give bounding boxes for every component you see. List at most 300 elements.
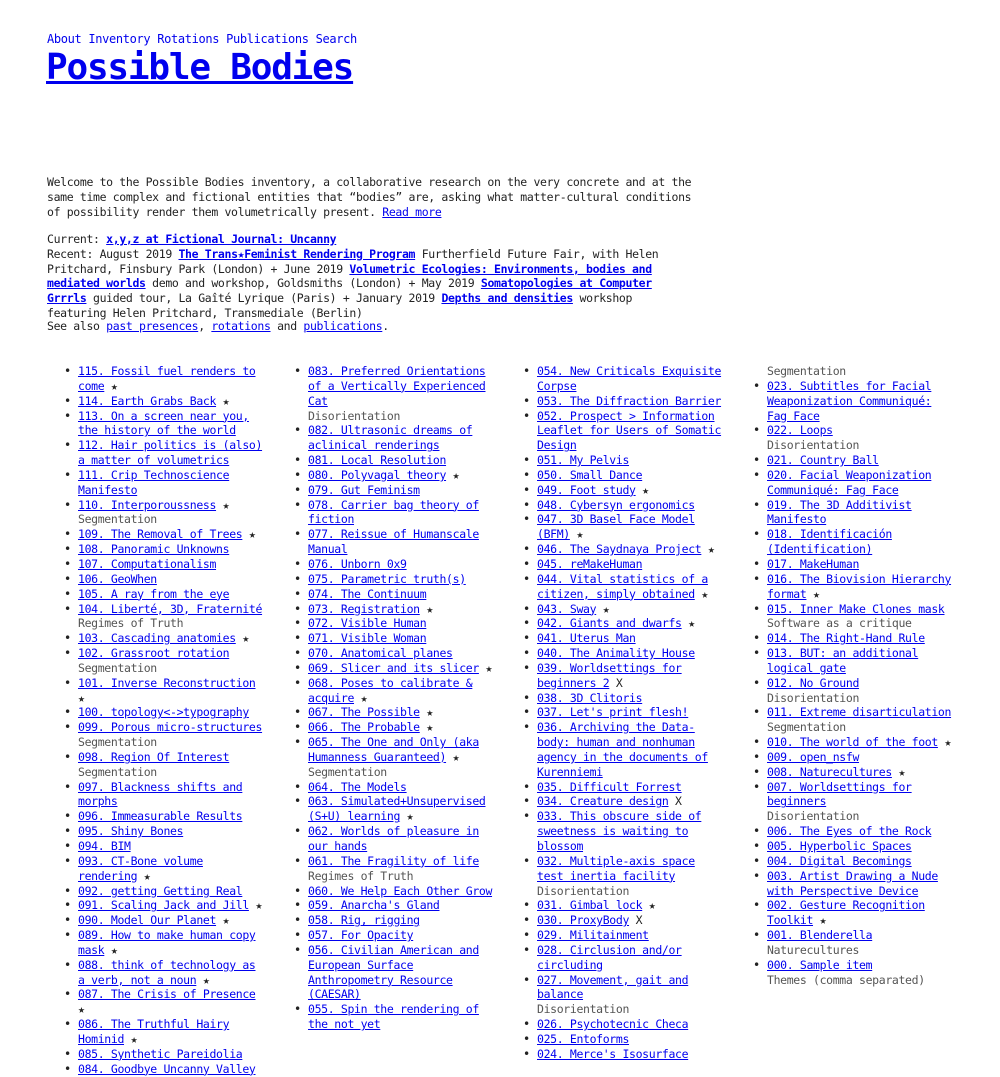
inventory-item-link[interactable]: 020. Facial Weaponization Communiqué: Fag Face (767, 467, 932, 497)
inventory-item-link[interactable]: 107. Computationalism (78, 556, 217, 571)
inventory-item-link[interactable]: 014. The Right-Hand Rule (767, 631, 925, 646)
inventory-item-link[interactable]: 032. Multiple-axis space test inertia facility (537, 853, 695, 883)
inventory-item (753, 928, 957, 958)
inventory-item-link[interactable]: 076. Unborn 0x9 (308, 556, 407, 571)
inventory-item-link[interactable]: 063. Simulated+Unsupervised (S+U) learning (308, 794, 486, 824)
recent-link-4[interactable]: Depths and densities (441, 291, 573, 306)
inventory-item-link[interactable]: 060. We Help Each Other Grow (308, 883, 493, 898)
item-tag: Software as a critique (767, 616, 912, 631)
recent-link-3[interactable]: Somatopologies at Computer Grrrls (47, 276, 652, 306)
inventory-item (753, 571, 957, 602)
inventory-item-link[interactable]: 000. Sample item (767, 957, 873, 972)
see-also-sep-1: , (198, 319, 212, 333)
inventory-item (294, 705, 498, 720)
bullet-icon: • (523, 853, 530, 868)
inventory-item-link[interactable]: 088. think of technology as a verb, not a noun (78, 957, 256, 987)
bullet-icon: • (64, 571, 71, 586)
bullet-icon: • (64, 542, 71, 557)
inventory-item-link[interactable]: 114. Earth Grabs Back (78, 393, 217, 408)
intro-text: Welcome to the Possible Bodies inventory, a collaborative research on the very concrete and at the same time complex and fictional entities that “bodies” are, asking what matter-cultural conditions of possibility render them volumetrically present. (47, 175, 692, 219)
inventory-item (753, 839, 957, 854)
bullet-icon: • (753, 467, 760, 482)
inventory-item-link[interactable]: 050. Small Dance (537, 467, 643, 482)
item-marker: ★ (248, 898, 263, 913)
inventory-item-link[interactable]: 037. Let's print flesh! (537, 705, 689, 720)
inventory-item-link[interactable]: 102. Grassroot rotation (78, 646, 230, 661)
inventory-item (753, 853, 957, 869)
inventory-item-link[interactable]: 089. How to make human copy mask (78, 928, 256, 957)
bullet-icon: • (523, 1031, 530, 1046)
bullet-icon: • (64, 987, 71, 1002)
inventory-item (64, 705, 268, 720)
rotations-link[interactable]: rotations (211, 319, 271, 333)
inventory-item (294, 898, 498, 913)
inventory-item-link[interactable]: 106. GeoWhen (78, 571, 157, 586)
inventory-item-link[interactable]: 109. The Removal of Trees (78, 527, 243, 542)
inventory-item-link[interactable]: 002. Gesture Recognition Toolkit (767, 898, 925, 928)
inventory-item-link[interactable]: 061. The Fragility of life (308, 853, 479, 868)
bullet-icon: • (64, 720, 71, 735)
site-title-link[interactable]: Possible Bodies (46, 47, 354, 88)
bullet-icon: • (523, 497, 530, 512)
bullet-icon: • (523, 512, 530, 527)
nav-inventory[interactable]: Inventory (88, 32, 151, 46)
inventory-item (523, 512, 727, 542)
inventory-item (523, 779, 727, 795)
inventory-item-link[interactable]: 085. Synthetic Pareidolia (78, 1046, 243, 1061)
current-recent-block (47, 232, 697, 321)
inventory-item (64, 883, 268, 899)
bullet-icon: • (753, 853, 760, 868)
bullet-icon: • (294, 853, 301, 868)
inventory-item (294, 586, 498, 602)
inventory-item-link[interactable]: 055. Spin the rendering of the not yet (308, 1002, 479, 1032)
inventory-item-link[interactable]: 064. The Models (308, 779, 407, 794)
inventory-item (64, 542, 268, 557)
inventory-item-link[interactable]: 021. Country Ball (767, 453, 879, 468)
inventory-item (753, 556, 957, 572)
inventory-item-link[interactable]: 090. Model Our Planet (78, 913, 217, 928)
inventory-item-link[interactable]: 072. Visible Human (308, 616, 427, 631)
inventory-item-link[interactable]: 095. Shiny Bones (78, 824, 184, 839)
inventory-item-link[interactable]: 041. Uterus Man (537, 631, 636, 646)
item-marker: X (609, 675, 623, 690)
bullet-icon: • (294, 824, 301, 839)
inventory-item-link[interactable]: 068. Poses to calibrate & acquire (308, 675, 473, 705)
see-also-line (47, 319, 389, 334)
inventory-item-link[interactable]: 045. reMakeHuman (537, 556, 643, 571)
inventory-item (753, 779, 957, 825)
column-head-tag (767, 364, 957, 379)
inventory-item (64, 720, 268, 750)
bullet-icon: • (294, 616, 301, 631)
inventory-item (523, 1031, 727, 1047)
inventory-item-link[interactable]: 047. 3D Basel Face Model (BFM) (537, 512, 695, 542)
inventory-item-link[interactable]: 013. BUT: an additional logical gate (767, 646, 919, 675)
bullet-icon: • (294, 794, 301, 809)
bullet-icon: • (523, 364, 530, 378)
nav-search[interactable]: Search (315, 32, 357, 46)
inventory-item-link[interactable]: 067. The Possible (308, 705, 420, 720)
item-marker: ★ (354, 690, 368, 705)
inventory-item (523, 853, 727, 899)
inventory-item-link[interactable]: 004. Digital Becomings (767, 853, 912, 868)
inventory-item (294, 631, 498, 646)
bullet-icon: • (64, 556, 71, 571)
inventory-item-link[interactable]: 113. On a screen near you, the history of the world (78, 408, 249, 438)
inventory-item-link[interactable]: 081. Local Resolution (308, 453, 447, 468)
inventory-item-link[interactable]: 111. Crip Technoscience Manifesto (78, 467, 230, 497)
read-more-link[interactable]: Read more (382, 205, 442, 219)
inventory-item-link[interactable]: 066. The Probable (308, 720, 420, 735)
bullet-icon: • (753, 749, 760, 764)
inventory-item (523, 542, 727, 557)
inventory-item-link[interactable]: 048. Cybersyn ergonomics (537, 497, 695, 512)
inventory-item (523, 482, 727, 498)
inventory-item-link[interactable]: 098. Region Of Interest (78, 749, 230, 764)
inventory-item (64, 898, 268, 913)
bullet-icon: • (64, 1046, 71, 1061)
inventory-item-link[interactable]: 079. Gut Feminism (308, 482, 420, 497)
inventory-item-link[interactable]: 011. Extreme disarticulation (767, 705, 952, 720)
inventory-item (64, 556, 268, 572)
recent-link-1[interactable]: The Trans★Feminist Rendering Program (178, 246, 416, 261)
inventory-item-link[interactable]: 034. Creature design (537, 794, 669, 809)
inventory-item (294, 720, 498, 735)
inventory-item-link[interactable]: 092. getting Getting Real (78, 883, 243, 898)
bullet-icon: • (523, 809, 530, 824)
inventory-item-link[interactable]: 025. Entoforms (537, 1031, 630, 1046)
inventory-item-link[interactable]: 046. The Saydnaya Project (537, 542, 702, 557)
bullet-icon: • (64, 824, 71, 839)
inventory-item-link[interactable]: 087. The Crisis of Presence (78, 987, 256, 1002)
bullet-icon: • (523, 467, 530, 482)
bullet-icon: • (294, 364, 301, 378)
inventory-item-link[interactable]: 007. Worldsettings for beginners (767, 779, 912, 809)
inventory-item (753, 631, 957, 646)
inventory-item (523, 364, 727, 394)
nav-about[interactable]: About (47, 32, 82, 46)
inventory-item (64, 809, 268, 824)
item-tag: Themes (comma separated) (767, 972, 925, 987)
item-marker: ★ (694, 586, 708, 601)
inventory-item-link[interactable]: 006. The Eyes of the Rock (767, 824, 932, 839)
inventory-item-link[interactable]: 083. Preferred Orientations of a Vertically Experienced Cat (308, 364, 486, 408)
inventory-item-link[interactable]: 057. For Opacity (308, 928, 414, 943)
inventory-item (294, 601, 498, 617)
inventory-item-link[interactable]: 042. Giants and dwarfs (537, 616, 682, 631)
inventory-item-link[interactable]: 078. Carrier bag theory of fiction (308, 497, 479, 527)
bullet-icon: • (753, 779, 760, 794)
item-marker: ★ (446, 749, 460, 764)
bullet-icon: • (64, 705, 71, 720)
inventory-item-link[interactable]: 049. Foot study (537, 482, 636, 497)
inventory-item-link[interactable]: 028. Circlusion and/or circluding (537, 942, 682, 972)
inventory-item-link[interactable]: 051. My Pelvis (537, 453, 630, 468)
bullet-icon: • (753, 675, 760, 690)
item-marker: ★ (400, 809, 414, 824)
inventory-item (523, 453, 727, 468)
inventory-item-link[interactable]: 024. Merce's Isosurface (537, 1046, 689, 1061)
item-marker: ★ (642, 898, 656, 913)
inventory-item-link[interactable]: 112. Hair politics is (also) a matter of volumetrics (78, 438, 263, 468)
top-nav (47, 32, 364, 46)
inventory-item (753, 601, 957, 632)
item-marker: ★ (419, 601, 433, 616)
bullet-icon: • (753, 839, 760, 853)
publications-link[interactable]: publications (303, 319, 383, 333)
inventory-item-link[interactable]: 019. The 3D Additivist Manifesto (767, 497, 912, 527)
inventory-item-link[interactable]: 040. The Animality House (537, 646, 695, 661)
inventory-item-link[interactable]: 103. Cascading anatomies (78, 631, 236, 646)
bullet-icon: • (753, 556, 760, 571)
item-marker: ★ (137, 868, 151, 883)
nav-publications[interactable]: Publications (226, 32, 309, 46)
bullet-icon: • (523, 542, 530, 557)
site-title (46, 47, 353, 89)
inventory-item-link[interactable]: 077. Reissue of Humanscale Manual (308, 527, 479, 557)
bullet-icon: • (523, 408, 530, 423)
inventory-item (294, 527, 498, 557)
inventory-item-link[interactable]: 075. Parametric truth(s) (308, 571, 466, 586)
inventory-item-link[interactable]: 022. Loops (767, 423, 833, 438)
inventory-item-link[interactable]: 071. Visible Woman (308, 631, 427, 646)
inventory-item-link[interactable]: 056. Civilian American and European Surface Anthropometry Resource (CAESAR) (308, 942, 479, 1002)
item-marker: ★ (681, 616, 695, 631)
item-tag: Regimes of Truth (308, 868, 414, 883)
item-marker: ★ (78, 1002, 85, 1017)
inventory-item-link[interactable]: 104. Liberté, 3D, Fraternité (78, 601, 263, 616)
bullet-icon: • (64, 438, 71, 453)
inventory-item (294, 913, 498, 928)
inventory-item (294, 942, 498, 1002)
inventory-item (523, 467, 727, 483)
inventory-item-link[interactable]: 026. Psychotecnic Checa (537, 1017, 689, 1032)
bullet-icon: • (294, 942, 301, 957)
inventory-item (294, 364, 498, 423)
bullet-icon: • (523, 556, 530, 571)
inventory-item (523, 601, 727, 617)
bullet-icon: • (64, 839, 71, 853)
inventory-item (64, 853, 268, 884)
inventory-item (64, 571, 268, 587)
inventory-item-link[interactable]: 094. BIM (78, 839, 131, 853)
inventory-item (523, 942, 727, 973)
inventory-item-link[interactable]: 115. Fossil fuel renders to come (78, 364, 256, 393)
inventory-item (753, 423, 957, 453)
item-tag: Disorientation (308, 408, 401, 423)
inventory-item (294, 824, 498, 854)
bullet-icon: • (753, 497, 760, 512)
inventory-item (64, 957, 268, 988)
inventory-item-link[interactable]: 070. Anatomical planes (308, 646, 453, 661)
bullet-icon: • (523, 646, 530, 661)
inventory-item (64, 527, 268, 542)
bullet-icon: • (64, 467, 71, 482)
inventory-item (753, 764, 957, 780)
item-tag: Segmentation (78, 660, 157, 675)
inventory-item-link[interactable]: 082. Ultrasonic dreams of aclinical renderings (308, 423, 473, 453)
inventory-item-link[interactable]: 038. 3D Clitoris (537, 690, 643, 705)
bullet-icon: • (523, 453, 530, 468)
inventory-item (523, 408, 727, 454)
inventory-item (64, 928, 268, 958)
inventory-item-link[interactable]: 084. Goodbye Uncanny Valley (78, 1061, 256, 1076)
inventory-item (523, 1046, 727, 1062)
bullet-icon: • (294, 883, 301, 898)
inventory-item (523, 794, 727, 809)
bullet-icon: • (64, 883, 71, 898)
inventory-item-link[interactable]: 008. Naturecultures (767, 764, 892, 779)
inventory-item (294, 660, 498, 676)
inventory-item (753, 467, 957, 498)
inventory-item (523, 571, 727, 602)
bullet-icon: • (294, 675, 301, 690)
bullet-icon: • (64, 497, 71, 512)
bullet-icon: • (64, 601, 71, 616)
item-tag: Segmentation (78, 764, 157, 779)
item-marker: ★ (937, 735, 952, 750)
inventory-item-link[interactable]: 017. MakeHuman (767, 556, 860, 571)
bullet-icon: • (523, 898, 530, 913)
inventory-item-link[interactable]: 099. Porous micro-structures (78, 720, 263, 735)
inventory-item-link[interactable]: 054. New Criticals Exquisite Corpse (537, 364, 722, 393)
item-marker: ★ (216, 913, 230, 928)
see-also-end: . (382, 319, 389, 333)
inventory-item (523, 928, 727, 943)
inventory-item-link[interactable]: 036. Archiving the Data-body: human and nonhuman agency in the documents of Kurenniemi (537, 720, 708, 779)
inventory-item (523, 705, 727, 720)
inventory-item-link[interactable]: 096. Immeasurable Results (78, 809, 243, 824)
bullet-icon: • (753, 764, 760, 779)
inventory-item-link[interactable]: 058. Rig, rigging (308, 913, 420, 928)
inventory-item-link[interactable]: 110. Interporoussness (78, 497, 217, 512)
inventory-item-link[interactable]: 108. Panoramic Unknowns (78, 542, 230, 557)
inventory-item-link[interactable]: 044. Vital statistics of a citizen, simply obtained (537, 571, 708, 601)
inventory-item-link[interactable]: 009. open_nsfw (767, 749, 860, 764)
item-marker: ★ (701, 542, 715, 557)
inventory-item (294, 467, 498, 483)
inventory-item (523, 1017, 727, 1032)
inventory-item-link[interactable]: 035. Difficult Forrest (537, 779, 682, 794)
bullet-icon: • (523, 928, 530, 943)
inventory-item (64, 675, 268, 706)
bullet-icon: • (753, 571, 760, 586)
inventory-item-link[interactable]: 052. Prospect > Information Leaflet for Users of Somatic Design (537, 408, 722, 453)
item-tag: Disorientation (767, 438, 860, 453)
inventory-item (294, 453, 498, 468)
bullet-icon: • (753, 898, 760, 913)
item-tag: Disorientation (767, 690, 860, 705)
inventory-item-link[interactable]: 031. Gimbal lock (537, 898, 643, 913)
item-marker: ★ (813, 913, 827, 928)
bullet-icon: • (64, 408, 71, 423)
item-marker: ★ (124, 1031, 138, 1046)
inventory-item-link[interactable]: 065. The One and Only (aka Humanness Guaranteed) (308, 735, 479, 764)
inventory-item (294, 675, 498, 706)
inventory-item-link[interactable]: 018. Identificación (Identification) (767, 527, 892, 557)
inventory-item (64, 987, 268, 1017)
inventory-item-link[interactable]: 012. No Ground (767, 675, 860, 690)
inventory-item-link[interactable]: 027. Movement, gait and balance (537, 972, 689, 1002)
inventory-item-link[interactable]: 069. Slicer and its slicer (308, 660, 479, 675)
inventory-item-link[interactable]: 015. Inner Make Clones mask (767, 601, 945, 616)
bullet-icon: • (64, 631, 71, 646)
inventory-item-link[interactable]: 105. A ray from the eye (78, 586, 230, 601)
inventory-item-link[interactable]: 100. topology<->typography (78, 705, 249, 720)
inventory-item (64, 779, 268, 810)
inventory-item (64, 408, 268, 439)
recent-text-5: workshop featuring Helen Pritchard, Transmediale (Berlin) (47, 291, 633, 320)
inventory-item-link[interactable]: 086. The Truthful Hairy Hominid (78, 1017, 230, 1046)
inventory-item-link[interactable]: 093. CT-Bone volume rendering (78, 853, 203, 883)
inventory-item-link[interactable]: 005. Hyperbolic Spaces (767, 839, 912, 853)
past-presences-link[interactable]: past presences (106, 319, 199, 333)
tag-label: Segmentation (767, 364, 846, 378)
bullet-icon: • (64, 913, 71, 928)
bullet-icon: • (523, 1046, 530, 1061)
item-marker: ★ (216, 393, 230, 408)
inventory-item-link[interactable]: 016. The Biovision Hierarchy format (767, 571, 952, 601)
inventory-item-link[interactable]: 091. Scaling Jack and Jill (78, 898, 249, 913)
inventory-item (64, 631, 268, 646)
item-marker: ★ (216, 497, 230, 512)
inventory-item-link[interactable]: 029. Militainment (537, 928, 649, 943)
inventory-item-link[interactable]: 059. Anarcha's Gland (308, 898, 440, 913)
inventory-item-link[interactable]: 001. Blenderella (767, 928, 873, 943)
inventory-item-link[interactable]: 074. The Continuum (308, 586, 427, 601)
recent-link-2[interactable]: Volumetric Ecologies: Environments, bodies and mediated worlds (47, 261, 652, 291)
inventory-item-link[interactable]: 097. Blackness shifts and morphs (78, 779, 243, 809)
inventory-item (294, 423, 498, 453)
bullet-icon: • (753, 527, 760, 542)
inventory-item-link[interactable]: 003. Artist Drawing a Nude with Perspective Device (767, 868, 938, 898)
inventory-item-link[interactable]: 101. Inverse Reconstruction (78, 675, 256, 690)
inventory-item-link[interactable]: 043. Sway (537, 601, 597, 616)
inventory-item-link[interactable]: 010. The world of the foot (767, 735, 938, 750)
inventory-item-link[interactable]: 062. Worlds of pleasure in our hands (308, 824, 479, 853)
inventory-item-link[interactable]: 023. Subtitles for Facial Weaponization Communiqué: Fag Face (767, 378, 932, 423)
bullet-icon: • (523, 779, 530, 794)
inventory-item-link[interactable]: 039. Worldsettings for beginners 2 (537, 660, 682, 690)
inventory-item (294, 735, 498, 780)
inventory-item-link[interactable]: 080. Polyvagal theory (308, 467, 447, 482)
bullet-icon: • (64, 1061, 71, 1076)
inventory-item-link[interactable]: 073. Registration (308, 601, 420, 616)
nav-rotations[interactable]: Rotations (157, 32, 220, 46)
item-marker: X (629, 913, 643, 928)
item-marker: ★ (242, 527, 256, 542)
current-link[interactable]: x,y,z at Fictional Journal: Uncanny (106, 232, 337, 246)
bullet-icon: • (523, 601, 530, 616)
bullet-icon: • (753, 928, 760, 943)
inventory-item (753, 705, 957, 735)
recent-label: Recent: (47, 246, 94, 261)
current-line (47, 232, 697, 247)
inventory-item (64, 749, 268, 780)
inventory-item-link[interactable]: 033. This obscure side of sweetness is waiting to blossom (537, 809, 702, 853)
see-also-prefix: See also (47, 319, 107, 333)
inventory-item-link[interactable]: 053. The Diffraction Barrier (537, 393, 722, 408)
inventory-item (523, 809, 727, 854)
item-marker: ★ (235, 631, 249, 646)
bullet-icon: • (294, 779, 301, 794)
item-marker: ★ (446, 467, 460, 482)
item-marker: ★ (419, 705, 433, 720)
item-tag: Disorientation (537, 883, 630, 898)
item-marker: ★ (596, 601, 610, 616)
inventory-item-link[interactable]: 030. ProxyBody (537, 913, 630, 928)
